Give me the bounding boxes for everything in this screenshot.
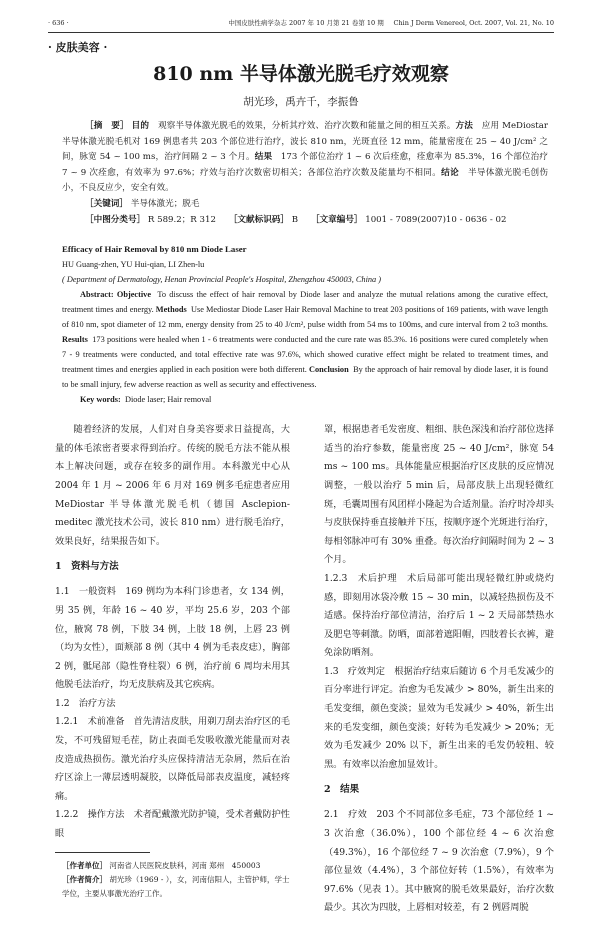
heading-results: 2 结果 [324, 784, 360, 796]
english-authors: HU Guang-zhen, YU Hui-qian, LI Zhen-lu [62, 260, 205, 270]
english-abstract-body [62, 287, 548, 392]
paragraph-1-1: 1.1 一般资料 169 例均为本科门诊患者，女 134 例，男 35 例，年龄 16 ~ 40 岁，平均 25.6 岁，203 个部位，腋窝 78 例，下肢 34 例，上肢 18 例，上唇 23 例（均为女性），面颊部 8 例（其中 4 例为毛表皮痣），胸部 2 例，骶尾部（隐性脊柱裂）6 例，治疗前 6 周均未用其他脱毛法治疗，均无皮肤病及其它疾病。 [55, 586, 290, 691]
heading-materials-methods: 1 资料与方法 [55, 561, 119, 573]
running-header [48, 18, 554, 28]
abstract-en [62, 242, 548, 407]
abstract-label: ［摘 要］ [85, 121, 129, 131]
paragraph-1-2-2-cont: 罩，根据患者毛发密度、粗细、肤色深浅和治疗部位选择适当的治疗参数，能量密度 25 ~ 40 J/cm²，脉宽 54 ms ~ 100 ms。具体能量应根据治疗区皮肤的反应情况调整，一般以治疗 5 min 后，局部皮肤上出现轻微红斑，毛囊周围有风团样小隆起为合适剂量。治疗时冷却头与皮肤保持垂直接触并下压，按顺序逐个光斑进行治疗，每相邻脉冲可有 30% 重叠。每次治疗间隔时间为 2 ~ 3 个月。 [324, 424, 554, 566]
header-rule [48, 32, 554, 33]
english-keywords [62, 392, 548, 407]
objective-en-label: Objective [116, 290, 152, 300]
methods-en-text: Use Mediostar Diode Laser Hair Removal Machine to treat 203 positions of 169 patients, with wave length of 810 nm, spot diameter of 12 mm, energy density from 25 to 40 J/cm², pulse width from 54 ms to 100ms, and cure interval from 2 to3 months. [62, 305, 548, 330]
paragraph-1-3: 1.3 疗效判定 根据治疗结束后随访 6 个月毛发减少的百分率进行评定。治愈为毛发减少 > 80%，新生出来的毛发变细，颜色变淡；显效为毛发减少 > 40%，新生出来的毛发变细，颜色变淡；好转为毛发减少 > 20%；无效为毛发减少 20% 以下，新生出来的毛发仍较粗、较黑。有效率以治愈加显效计。 [324, 665, 554, 770]
journal-cn: 中国皮肤性病学杂志 2007 年 10 月第 21 卷第 10 期 [228, 19, 384, 27]
classification-line [62, 213, 548, 229]
objective-en-text: To discuss the effect of hair removal by Diode laser and analyze the mutual relations among the curative effect, treatment times and energy. [62, 290, 549, 315]
unit-text: 河南省人民医院皮肤科，河南 郑州 450003 [109, 860, 261, 870]
body-right-column [324, 421, 554, 918]
author-unit [62, 859, 290, 873]
body-columns [48, 421, 554, 918]
results-en-text: 173 positions were healed when 1 - 6 treatments were conducted and the cure rate was 85.3%. 16 positions were cured completely when 7 - 9 treatments were conducted, and total effective rate was 97.6%, which showed curative effect might be related to treatment times, and treatment times and energies applied in each position were both different. [62, 335, 548, 375]
objective-label: 目的 [131, 121, 150, 131]
paragraph-1-2-3: 1.2.3 术后护理 术后局部可能出现轻微红肿或烧灼感，即刻用冰袋冷敷 15 ~ 30 min，以减轻热损伤及不适感。保持治疗部位清洁，治疗后 1 ~ 2 天局部禁热水及肥皂等刺激。防晒，面部着遮阳帽，四肢着长衣裤，避免涂防晒剂。 [324, 572, 554, 659]
section-label: · 皮肤美容 · [48, 41, 108, 54]
paragraph-1-2-1: 1.2.1 术前准备 首先清洁皮肤，用剃刀刮去治疗区的毛发，不可残留短毛茬，防止表面毛发吸收激光能量而对表皮造成热损伤。激光治疗头应保持清洁无杂屑，然后在治疗区涂上一薄层透明凝胶，以降低局部表皮温度，减轻疼痛。 [55, 716, 290, 802]
body-left-column [55, 421, 290, 900]
author-bio [62, 873, 290, 901]
doc-label: ［文献标识码］ [233, 214, 289, 225]
unit-label: ［作者单位］ [62, 860, 107, 870]
keywords-en-label: Key words: [80, 395, 121, 405]
results-en-label: Results [62, 335, 88, 345]
methods-en-label: Methods [155, 305, 187, 315]
intro-paragraph: 随着经济的发展，人们对自身美容要求日益提高，大量的体毛浓密者要求得到治疗。传统的脱毛方法不能从根本上解决问题，或存在较多的副作用。本科激光中心从 2004 年 1 月 ~ 2006 年 6 月对 169 例多毛症患者应用 MeDiostar 半导体激光脱毛机（德国 Asclepion-meditec 激光技术公司，波长 810 nm）进行脱毛治疗，效果良好，结果报告如下。 [55, 424, 290, 547]
keywords-cn [62, 197, 548, 213]
methods-label: 方法 [455, 121, 474, 131]
article-label: ［文章编号］ [315, 214, 363, 225]
results-label: 结果 [254, 152, 273, 163]
journal-en: Chin J Derm Venereol, Oct. 2007, Vol. 21, No. 10 [393, 19, 554, 27]
doc-value: B [291, 214, 299, 225]
conclusion-en-label: Conclusion [309, 365, 349, 375]
english-title: Efficacy of Hair Removal by 810 nm Diode Laser [62, 244, 247, 255]
results-text: 173 个部位治疗 1 ~ 6 次后痊愈，痊愈率为 85.3%，16 个部位治疗 7 ~ 9 次痊愈，有效率为 97.6%；疗效与治疗次数密切相关；各部位治疗次数及能量均不相同。 [62, 152, 548, 178]
heading-1-2: 1.2 治疗方法 [55, 697, 116, 709]
footnote [62, 859, 290, 901]
authors: 胡光珍，禹卉千，李振鲁 [243, 96, 359, 108]
bio-label: ［作者简介］ [62, 874, 107, 884]
conclusion-en-text: By the approach of hair removal by diode laser, it is found to be small injury, few adverse reaction as well as security and effectiveness. [62, 365, 549, 390]
keywords-label: ［关键词］ [85, 198, 128, 209]
keywords-en-text: Diode laser; Hair removal [124, 395, 212, 405]
clc-label: ［中图分类号］ [85, 214, 146, 225]
page-title: 810 nm 半导体激光脱毛疗效观察 [153, 63, 449, 85]
methods-text: 应用 MeDiostar 半导体激光脱毛机对 169 例患者共 203 个部位进行治疗，波长 810 nm，光斑直径 12 mm，能量密度在 25 ~ 40 J/cm² 之间，脉宽 54 ~ 100 ms，治疗间隔 2 ~ 3 个月。 [62, 121, 548, 163]
keywords-text: 半导体激光；脱毛 [130, 198, 200, 209]
conclusion-text: 半导体激光脱毛创伤小，不良反应少，安全有效。 [62, 167, 548, 194]
bio-text: 胡光珍（1969 - ），女，河南信阳人，主管护师，学士学位，主要从事激光治疗工作。 [62, 874, 290, 898]
english-affiliation: ( Department of Dermatology, Henan Provincial People's Hospital, Zhengzhou 450003, China ) [62, 275, 382, 285]
clc-value: R 589.2；R 312 [147, 214, 216, 225]
article-value: 1001 - 7089(2007)10 - 0636 - 02 [365, 214, 507, 225]
conclusion-label: 结论 [441, 167, 459, 178]
paragraph-2-1: 2.1 疗效 203 个不同部位多毛症，73 个部位经 1 ~ 3 次治愈（36.0%），100 个部位经 4 ~ 6 次治愈（49.3%），16 个部位经 7 ~ 9 次治愈（7.9%），9 个部位显效（4.4%），3 个部位好转（1.5%），有效率为 97.6%（见表 1）。其中腋窝的脱毛效果最好，治疗次数最少。其次为四肢，上唇相对较差，有 2 例唇周脱 [324, 809, 554, 914]
footnote-rule [55, 852, 150, 853]
page-number: · 636 · [48, 19, 69, 27]
abstract-en-label: Abstract: [80, 290, 114, 300]
abstract-cn-body [62, 119, 548, 197]
abstract-cn [62, 119, 548, 228]
objective-text: 观察半导体激光脱毛的效果，分析其疗效、治疗次数和能量之间的相互关系。 [157, 121, 456, 131]
paragraph-1-2-2: 1.2.2 操作方法 术者配戴激光防护镜，受术者戴防护性眼 [55, 809, 290, 840]
